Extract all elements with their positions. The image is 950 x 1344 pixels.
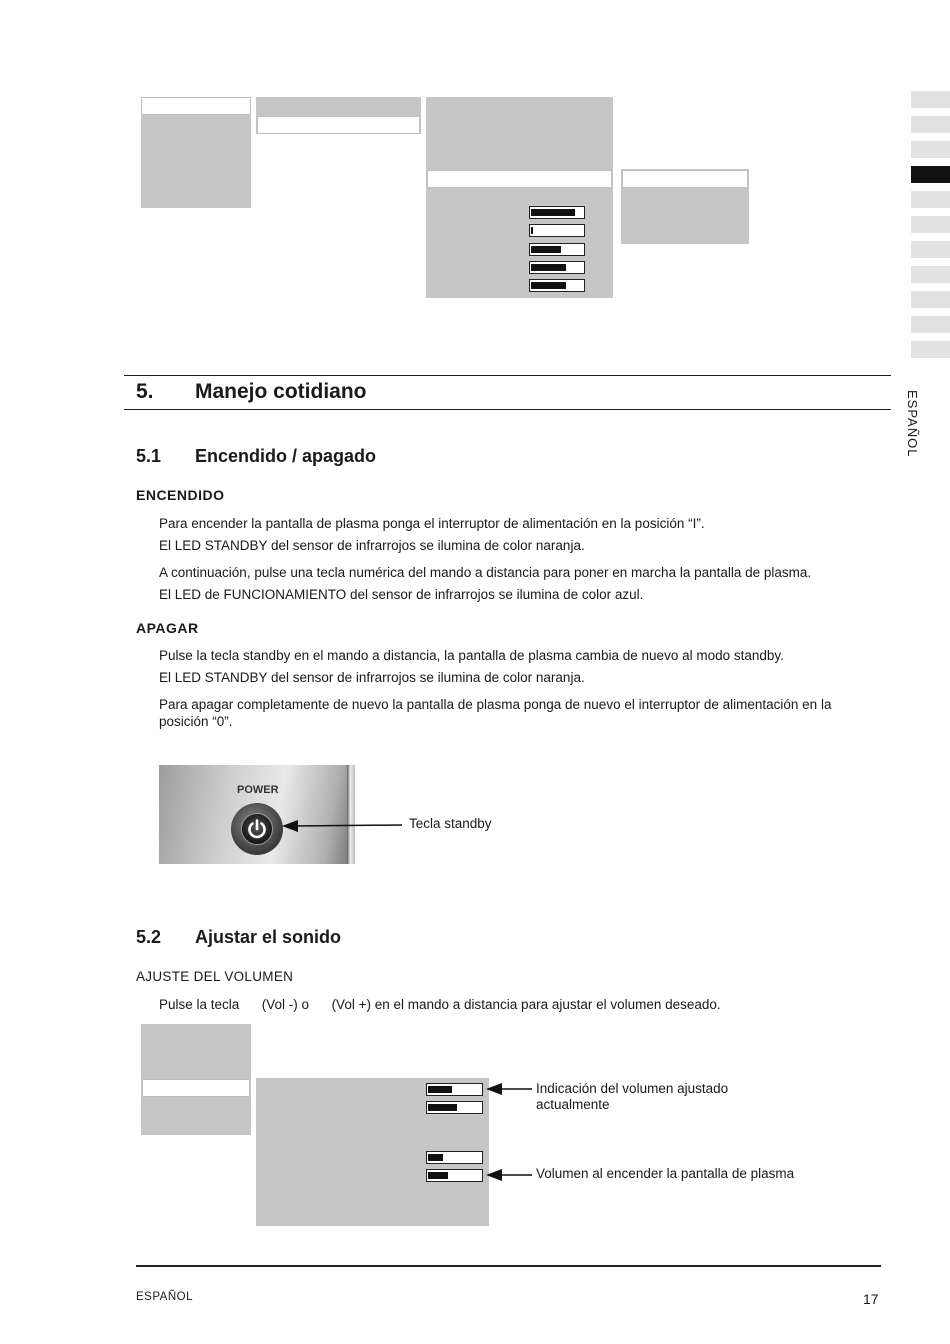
section-title: Manejo cotidiano <box>195 380 367 403</box>
subsection-1-number: 5.1 <box>136 446 162 466</box>
volume-slider <box>426 1169 483 1182</box>
callout-arrow-current-volume <box>484 1080 534 1098</box>
volume-slider-fill <box>428 1104 457 1111</box>
side-language-label: ESPAÑOL <box>905 390 920 458</box>
volume-instruction: Pulse la tecla (Vol -) o (Vol +) en el mando a distancia para ajustar el volumen deseado. <box>159 997 721 1012</box>
menu-slider-fill <box>531 227 533 234</box>
side-tab <box>911 341 950 358</box>
side-tab <box>911 291 950 308</box>
footer-language: ESPAÑOL <box>136 1291 193 1303</box>
off-line: Pulse la tecla standby en el mando a distancia, la pantalla de plasma cambia de nuevo al modo standby. <box>159 648 784 663</box>
footer-rule <box>136 1265 881 1267</box>
menu-slider-fill <box>531 209 575 216</box>
side-tab <box>911 216 950 233</box>
side-tab <box>911 141 950 158</box>
page-number: 17 <box>863 1291 879 1307</box>
on-line: El LED de FUNCIONAMIENTO del sensor de infrarrojos se ilumina de color azul. <box>159 587 644 602</box>
section-rule-top <box>124 375 891 376</box>
menu-slider-fill <box>531 282 566 289</box>
menu-panel-sub-highlight <box>257 116 420 134</box>
callout-current-volume: Indicación del volumen ajustado actualmente <box>536 1081 729 1112</box>
power-icon <box>241 813 273 845</box>
volume-slider-fill <box>428 1086 452 1093</box>
menu-panel-main-highlight <box>141 97 251 115</box>
off-line: Para apagar completamente de nuevo la pantalla de plasma ponga de nuevo el interruptor de alimentación en la posición “0”. <box>159 697 832 729</box>
side-tab <box>911 191 950 208</box>
volume-slider <box>426 1083 483 1096</box>
menu-panel-options-highlight <box>622 170 748 188</box>
on-heading: ENCENDIDO <box>136 487 225 503</box>
menu-slider <box>529 206 585 219</box>
menu-slider-fill <box>531 246 561 253</box>
volume-slider-fill <box>428 1154 443 1161</box>
callout-standby: Tecla standby <box>409 816 492 831</box>
off-line: El LED STANDBY del sensor de infrarrojos se ilumina de color naranja. <box>159 670 585 685</box>
volume-slider <box>426 1101 483 1114</box>
side-tab <box>911 116 950 133</box>
section-rule-bottom <box>124 409 891 410</box>
section-number: 5. <box>136 380 154 403</box>
menu-slider <box>529 279 585 292</box>
on-line: A continuación, pulse una tecla numérica del mando a distancia para poner en marcha la pantalla de plasma. <box>159 565 812 580</box>
off-heading: APAGAR <box>136 620 199 636</box>
menu-panel-settings-highlight <box>427 170 612 188</box>
on-line: Para encender la pantalla de plasma ponga el interruptor de alimentación en la posición “I”. <box>159 516 705 531</box>
subsection-2-number: 5.2 <box>136 927 162 947</box>
volume-slider <box>426 1151 483 1164</box>
power-label: POWER <box>237 784 279 796</box>
menu-slider-fill <box>531 264 566 271</box>
callout-arrow-startup-volume <box>484 1166 534 1184</box>
volume-slider-fill <box>428 1172 448 1179</box>
volume-heading: AJUSTE DEL VOLUMEN <box>136 969 294 984</box>
menu-slider <box>529 261 585 274</box>
on-line: El LED STANDBY del sensor de infrarrojos se ilumina de color naranja. <box>159 538 585 553</box>
side-tab <box>911 241 950 258</box>
callout-startup-volume: Volumen al encender la pantalla de plasma <box>536 1166 795 1181</box>
volume-menu-panel-main-highlight <box>142 1079 250 1097</box>
side-tab-active <box>911 166 950 183</box>
menu-slider <box>529 243 585 256</box>
subsection-1-title: Encendido / apagado <box>195 446 377 466</box>
power-button-photo <box>159 765 355 864</box>
side-tab <box>911 316 950 333</box>
subsection-2-title: Ajustar el sonido <box>195 927 342 947</box>
side-tab <box>911 91 950 108</box>
photo-edge <box>347 765 355 864</box>
side-tab <box>911 266 950 283</box>
menu-slider <box>529 224 585 237</box>
callout-arrow-standby <box>280 816 404 836</box>
